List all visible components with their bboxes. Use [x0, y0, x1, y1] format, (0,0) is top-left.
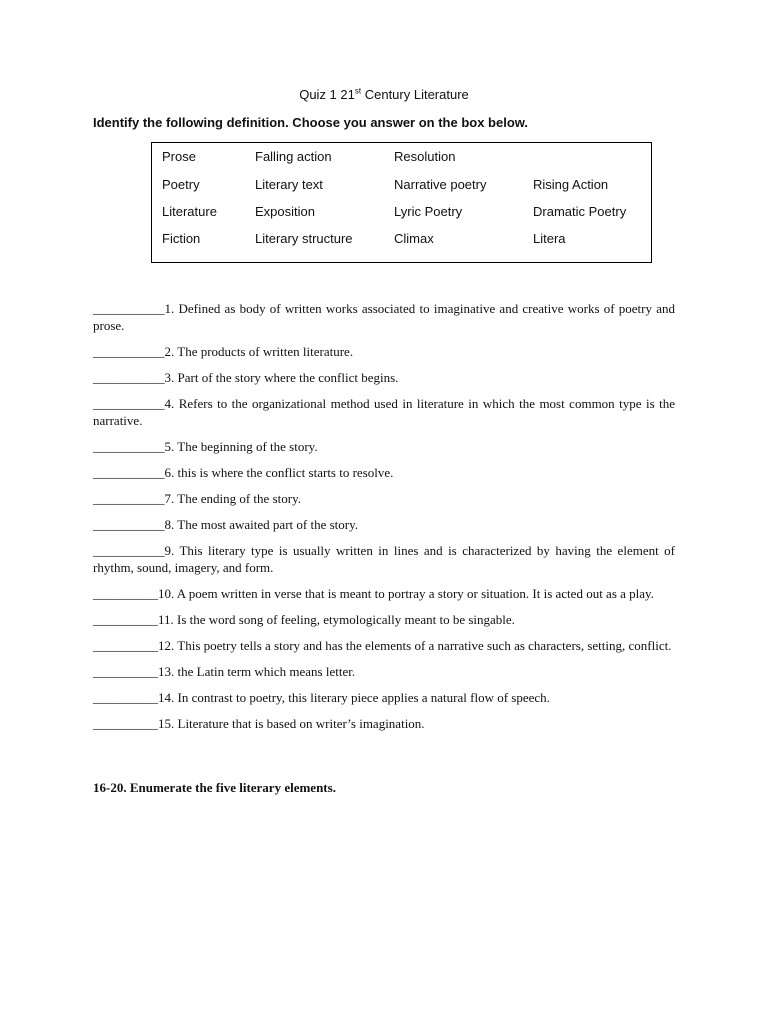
- choice-item: Literature: [162, 204, 217, 219]
- choice-item: Climax: [394, 231, 434, 246]
- question-item: ___________5. The beginning of the story.: [93, 439, 318, 454]
- enumeration-item: 16-20. Enumerate the five literary elements.: [93, 780, 336, 795]
- choice-item: Lyric Poetry: [394, 204, 463, 219]
- quiz-title: [0, 87, 768, 102]
- choice-item: Prose: [162, 149, 196, 164]
- choice-row: [152, 149, 651, 167]
- title-suffix: Century Literature: [361, 87, 469, 102]
- question-item: ___________6. this is where the conflict starts to resolve.: [93, 465, 394, 480]
- title-prefix: Quiz 1 21: [299, 87, 355, 102]
- choice-item: Poetry: [162, 177, 200, 192]
- choice-item: Rising Action: [533, 177, 609, 192]
- answer-choices-box: [151, 142, 652, 263]
- instruction-text: Identify the following definition. Choose you answer on the box below.: [93, 115, 529, 130]
- question-item: ___________3. Part of the story where the conflict begins.: [93, 370, 399, 385]
- question-item: __________15. Literature that is based on writer’s imagination.: [93, 716, 425, 731]
- question-item: ___________8. The most awaited part of the story.: [93, 517, 359, 532]
- question-item: __________14. In contrast to poetry, this literary piece applies a natural flow of speech.: [93, 690, 550, 705]
- question-list: [93, 300, 675, 741]
- choice-item: Literary text: [255, 177, 323, 192]
- choice-item: Literary structure: [255, 231, 353, 246]
- question-item: ___________4. Refers to the organizational method used in literature in which the most common type is the narrative.: [93, 396, 675, 428]
- question-item: __________12. This poetry tells a story and has the elements of a narrative such as characters, setting, conflict.: [93, 638, 672, 653]
- choice-item: Litera: [533, 231, 566, 246]
- title-superscript: st: [354, 86, 362, 96]
- question-item: ___________2. The products of written literature.: [93, 344, 354, 359]
- choice-item: Exposition: [255, 204, 315, 219]
- question-item: __________10. A poem written in verse that is meant to portray a story or situation. It is acted out as a play.: [93, 586, 654, 601]
- choice-item: Falling action: [255, 149, 332, 164]
- question-item: ___________1. Defined as body of written works associated to imaginative and creative works of poetry and prose.: [93, 301, 675, 333]
- choice-item: Resolution: [394, 149, 456, 164]
- choice-item: Dramatic Poetry: [533, 204, 627, 219]
- choice-row: [152, 177, 651, 195]
- question-item: ___________9. This literary type is usually written in lines and is characterized by having the element of rhythm, sound, imagery, and form.: [93, 543, 675, 575]
- choice-item: Narrative poetry: [394, 177, 487, 192]
- question-item: __________13. the Latin term which means letter.: [93, 664, 356, 679]
- choice-item: Fiction: [162, 231, 201, 246]
- choice-row: [152, 231, 651, 249]
- choice-row: [152, 204, 651, 222]
- question-item: ___________7. The ending of the story.: [93, 491, 301, 506]
- question-item: __________11. Is the word song of feeling, etymologically meant to be singable.: [93, 612, 515, 627]
